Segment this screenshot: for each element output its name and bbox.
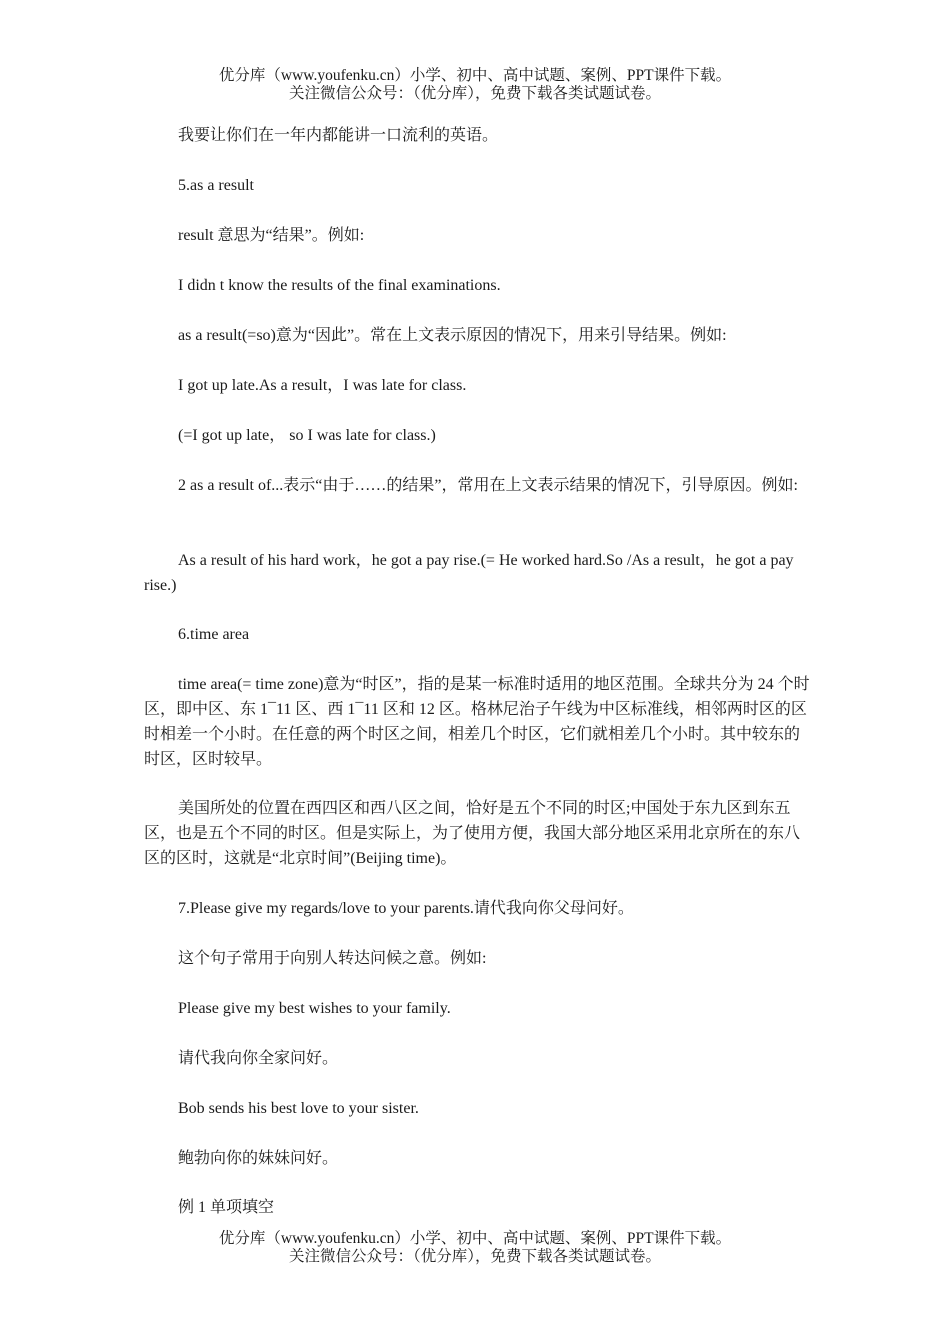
header-line-1: 优分库（www.youfenku.cn）小学、初中、高中试题、案例、PPT课件下载。 <box>218 67 732 84</box>
paragraph-11: time area(= time zone)意为“时区”，指的是某一标准时适用的地区范围。全球共分为 24 个时区，即中区、东 1¯11 区、西 1¯11 区和 12 区。格林尼治子午线为中区标准线，相邻两时区的区时相差一个小时。在任意的两个时区之间，相差几个时区，它们就相差几个小时。其中较东的时区，区时较早。 <box>144 676 810 768</box>
page-header <box>0 67 950 103</box>
exercise-heading: 例 1 单项填空 <box>178 1199 275 1216</box>
section-heading-6: 6.time area <box>178 626 250 643</box>
translation-2: 鲍勃向你的妹妹问好。 <box>178 1150 339 1167</box>
footer-line-1: 优分库（www.youfenku.cn）小学、初中、高中试题、案例、PPT课件下载。 <box>218 1230 732 1247</box>
example-sentence-3: (=I got up late， so I was late for class.) <box>178 427 436 444</box>
paragraph-12: 美国所处的位置在西四区和西八区之间，恰好是五个不同的时区;中国处于东九区到东五区，也是五个不同的时区。但是实际上，为了使用方便，我国大部分地区采用北京所在的东八区的区时，这就是“北京时间”(Beijing time)。 <box>144 800 801 867</box>
header-line-2: 关注微信公众号：（优分库），免费下载各类试题试卷。 <box>288 85 661 102</box>
paragraph-1: 我要让你们在一年内都能讲一口流利的英语。 <box>178 127 499 144</box>
example-sentence-5: Please give my best wishes to your family. <box>178 1000 451 1017</box>
paragraph-5: as a result(=so)意为“因此”。常在上文表示原因的情况下，用来引导结果。例如: <box>178 327 727 344</box>
paragraph-14: 这个句子常用于向别人转达问候之意。例如: <box>178 950 487 967</box>
example-sentence-2: I got up late.As a result，I was late for class. <box>178 377 467 394</box>
paragraph-3: result 意思为“结果”。例如: <box>178 227 365 244</box>
section-heading-5: 5.as a result <box>178 177 254 194</box>
page-footer <box>0 1230 950 1266</box>
example-sentence-4: As a result of his hard work，he got a pay rise.(= He worked hard.So /As a result，he got a pay rise.) <box>144 552 794 594</box>
example-sentence-6: Bob sends his best love to your sister. <box>178 1100 419 1117</box>
section-heading-7: 7.Please give my regards/love to your parents.请代我向你父母问好。 <box>178 900 634 917</box>
example-sentence-1: I didn t know the results of the final examinations. <box>178 277 501 294</box>
footer-line-2: 关注微信公众号：（优分库），免费下载各类试题试卷。 <box>288 1248 661 1265</box>
paragraph-8: 2 as a result of...表示“由于……的结果”，常用在上文表示结果的情况下，引导原因。例如: <box>178 477 798 494</box>
translation-1: 请代我向你全家问好。 <box>178 1050 339 1067</box>
